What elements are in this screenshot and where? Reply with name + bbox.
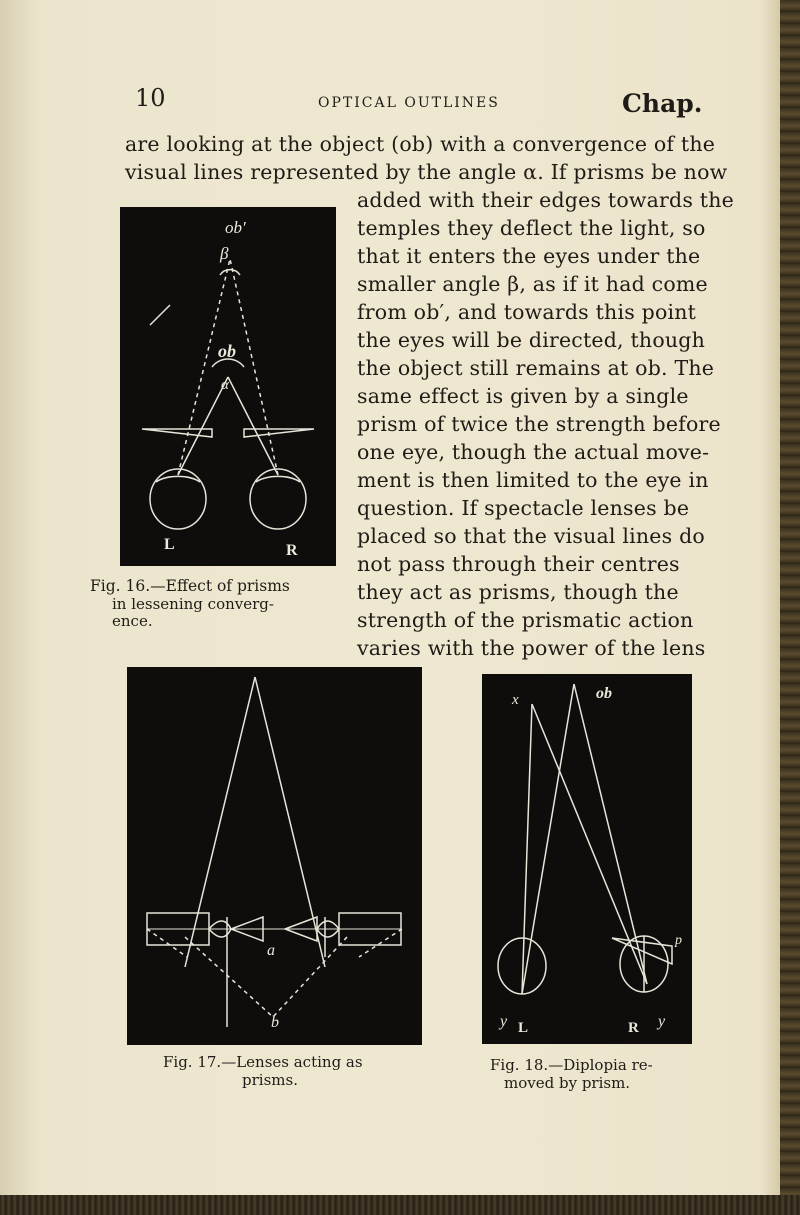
- running-head: OPTICAL OUTLINES: [318, 95, 500, 111]
- ray-line: [255, 677, 325, 967]
- dashed-ray: [359, 929, 402, 957]
- figure-17-diagram: [127, 667, 422, 1045]
- visual-line: [228, 377, 278, 475]
- left-cornea: [156, 476, 200, 482]
- angle-beta-arc: [220, 270, 240, 275]
- dashed-ray: [147, 929, 187, 957]
- label-left-eye: L: [518, 1020, 529, 1036]
- fig18-caption-line1: Fig. 18.—Diplopia re-: [490, 1056, 653, 1074]
- visual-line: [522, 684, 574, 994]
- label-ob: ob: [596, 685, 612, 702]
- body-line: the object still remains at ob. The: [357, 356, 715, 380]
- label-y-right: y: [658, 1013, 666, 1030]
- label-p: p: [675, 933, 682, 948]
- figure-17-svg: [127, 667, 422, 1045]
- body-line: placed so that the visual lines do: [357, 524, 705, 548]
- dashed-ray: [273, 937, 347, 1017]
- fig16-caption-line3: ence.: [112, 612, 153, 630]
- label-ob-prime: ob′: [225, 218, 246, 237]
- figure-18-diagram: [482, 674, 692, 1044]
- chapter-label: Chap.: [622, 89, 703, 118]
- label-alpha: α: [221, 377, 229, 393]
- figure-18-svg: [482, 674, 692, 1044]
- body-line: one eye, though the actual move-: [357, 440, 710, 464]
- dashed-ray: [185, 937, 273, 1017]
- body-line: visual lines represented by the angle α. If prisms be now: [125, 160, 728, 184]
- body-line: ment is then limited to the eye in: [357, 468, 709, 492]
- body-line: added with their edges towards the: [357, 188, 734, 212]
- figure-16-diagram: [120, 207, 336, 566]
- tick-mark: [150, 305, 170, 325]
- label-right-eye: R: [628, 1020, 639, 1036]
- body-line: they act as prisms, though the: [357, 580, 679, 604]
- fig18-caption-line2: moved by prism.: [504, 1074, 631, 1092]
- visual-line-deflected: [230, 259, 278, 475]
- left-eye: [150, 469, 206, 529]
- label-y-left: y: [500, 1013, 508, 1030]
- body-line: that it enters the eyes under the: [357, 244, 701, 268]
- right-eye: [250, 469, 306, 529]
- fig16-caption-line1: Fig. 16.—Effect of prisms: [90, 577, 290, 595]
- label-beta: β: [220, 244, 229, 263]
- body-line: prism of twice the strength before: [357, 412, 721, 436]
- page-bottom-edge: [0, 1195, 800, 1215]
- body-line: the eyes will be directed, though: [357, 328, 706, 352]
- label-left-eye: L: [164, 536, 175, 553]
- body-line: varies with the power of the lens: [357, 636, 706, 660]
- body-line: temples they deflect the light, so: [357, 216, 706, 240]
- fig17-caption-line2: prisms.: [242, 1071, 298, 1089]
- body-line: strength of the prismatic action: [357, 608, 694, 632]
- page-number: 10: [135, 84, 166, 112]
- figure-16-svg: [120, 207, 336, 566]
- book-binding-edge: [780, 0, 800, 1215]
- label-x: x: [512, 692, 519, 708]
- fig16-caption-line2: in lessening converg-: [112, 595, 274, 613]
- label-right-eye: R: [286, 542, 298, 559]
- visual-line: [522, 704, 532, 994]
- body-line: not pass through their centres: [357, 552, 680, 576]
- fig17-caption-line1: Fig. 17.—Lenses acting as: [163, 1053, 363, 1071]
- visual-line-deflected: [178, 259, 230, 475]
- label-a: a: [267, 942, 275, 959]
- body-line: are looking at the object (ob) with a convergence of the: [125, 132, 716, 156]
- label-ob: ob: [218, 341, 236, 361]
- right-cornea: [256, 476, 300, 482]
- body-line: smaller angle β, as if it had come: [357, 272, 708, 296]
- label-b: b: [271, 1014, 279, 1031]
- body-line: from ob′, and towards this point: [357, 300, 697, 324]
- prism: [612, 938, 672, 964]
- body-line: question. If spectacle lenses be: [357, 496, 690, 520]
- body-line: same effect is given by a single: [357, 384, 689, 408]
